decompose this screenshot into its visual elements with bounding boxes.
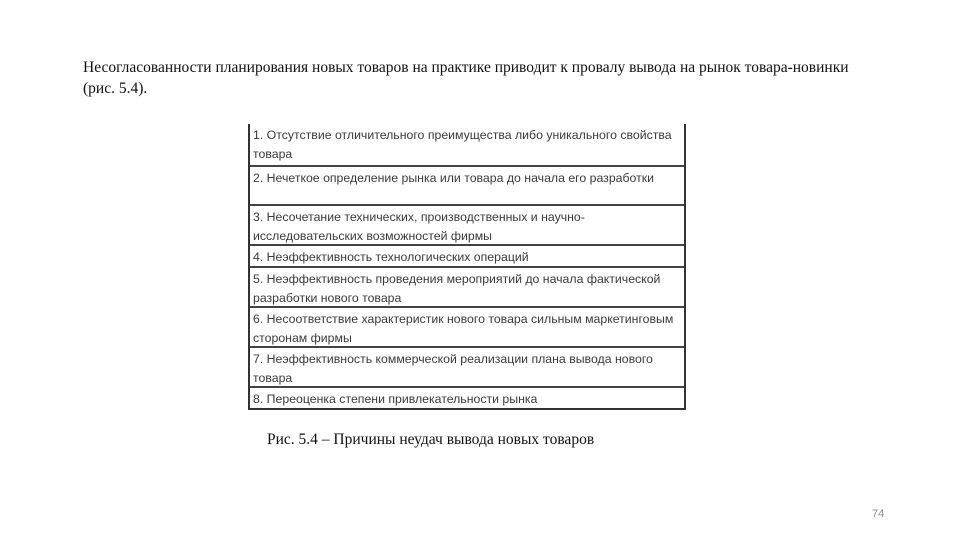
reasons-figure xyxy=(248,124,686,410)
reason-item-2: 2. Нечеткое определение рынка или товара до начала его разработки xyxy=(250,167,684,206)
reason-item-1: 1. Отсутствие отличительного преимущества либо уникального свойства товара xyxy=(250,124,684,167)
page-number: 74 xyxy=(872,508,885,520)
figure-caption: Рис. 5.4 – Причины неудач вывода новых товаров xyxy=(267,431,595,448)
reason-item-6: 6. Несоответствие характеристик нового товара сильным маркетинговым сторонам фирмы xyxy=(250,308,684,348)
reason-item-4: 4. Неэффективность технологических операций xyxy=(250,246,684,268)
reason-item-7: 7. Неэффективность коммерческой реализации плана вывода нового товара xyxy=(250,348,684,388)
reason-item-5: 5. Неэффективность проведения мероприятий до начала фактической разработки нового товара xyxy=(250,268,684,308)
reason-item-8: 8. Переоценка степени привлекательности рынка xyxy=(253,392,538,406)
intro-paragraph: Несогласованности планирования новых товаров на практике приводит к провалу вывода на рынок товара-новинки (рис. 5.4). xyxy=(83,59,849,97)
reason-item-3: 3. Несочетание технических, производственных и научно-исследовательских возможностей фирмы xyxy=(250,206,684,246)
